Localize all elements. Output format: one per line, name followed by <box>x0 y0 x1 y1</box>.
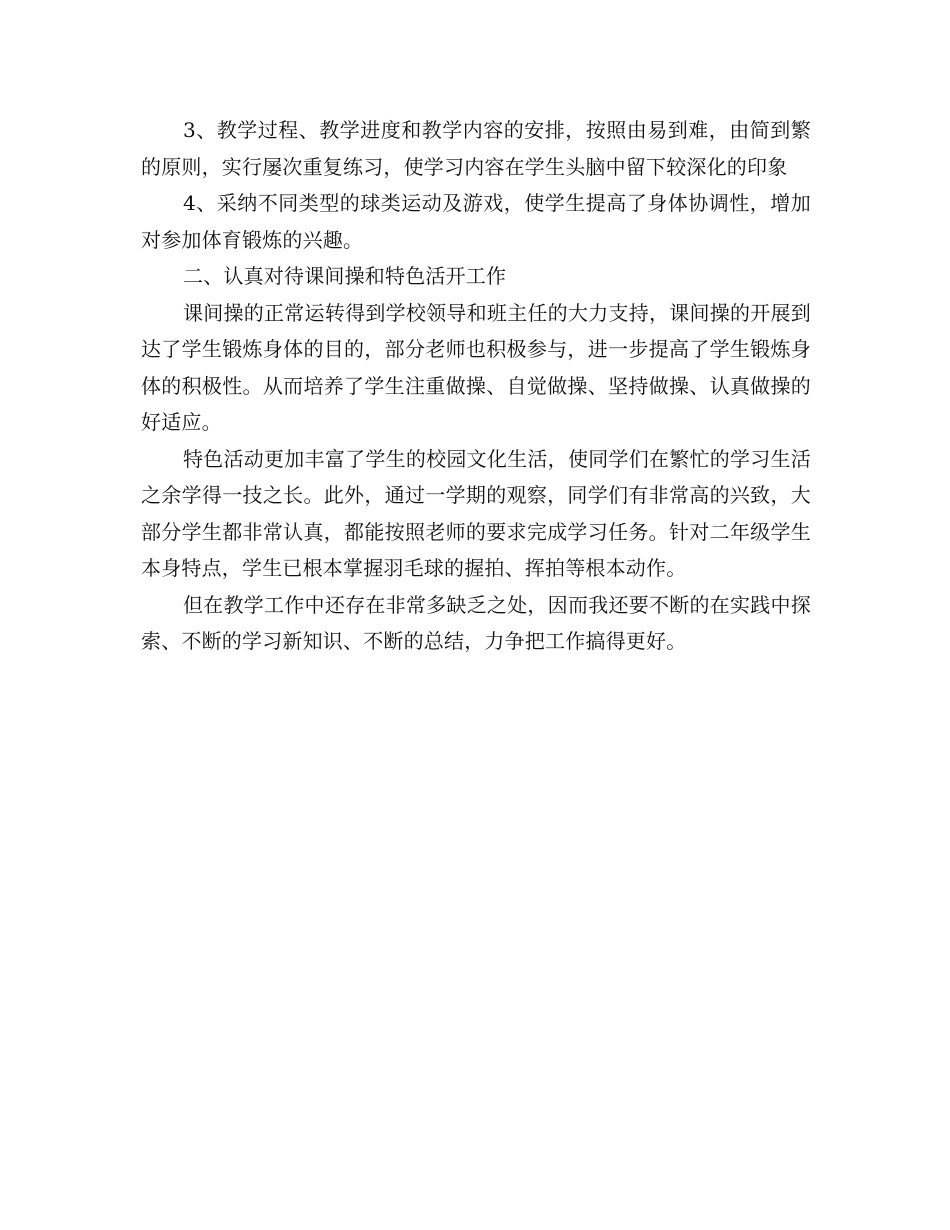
document-body <box>141 112 811 660</box>
paragraph-conclusion: 但在教学工作中还存在非常多缺乏之处，因而我还要不断的在实践中探索、不断的学习新知识、不断的总结，力争把工作搞得更好。 <box>141 592 811 653</box>
section-heading-2: 二、认真对待课间操和特色活开工作 <box>183 264 507 288</box>
paragraph-exercise: 课间操的正常运转得到学校领导和班主任的大力支持，课间操的开展到达了学生锻炼身体的目的，部分老师也积极参与，进一步提高了学生锻炼身体的积极性。从而培养了学生注重做操、自觉做操、坚持做操、认真做操的好适应。 <box>141 300 811 434</box>
paragraph-item-3: 3、教学过程、教学进度和教学内容的安排，按照由易到难，由简到繁的原则，实行屡次重复练习，使学习内容在学生头脑中留下较深化的印象 <box>141 118 811 179</box>
paragraph-item-4: 4、采纳不同类型的球类运动及游戏，使学生提高了身体协调性，增加对参加体育锻炼的兴趣。 <box>141 191 811 252</box>
paragraph-activities: 特色活动更加丰富了学生的校园文化生活，使同学们在繁忙的学习生活之余学得一技之长。此外，通过一学期的观察，同学们有非常高的兴致，大部分学生都非常认真，都能按照老师的要求完成学习任务。针对二年级学生本身特点，学生已根本掌握羽毛球的握拍、挥拍等根本动作。 <box>141 446 811 580</box>
